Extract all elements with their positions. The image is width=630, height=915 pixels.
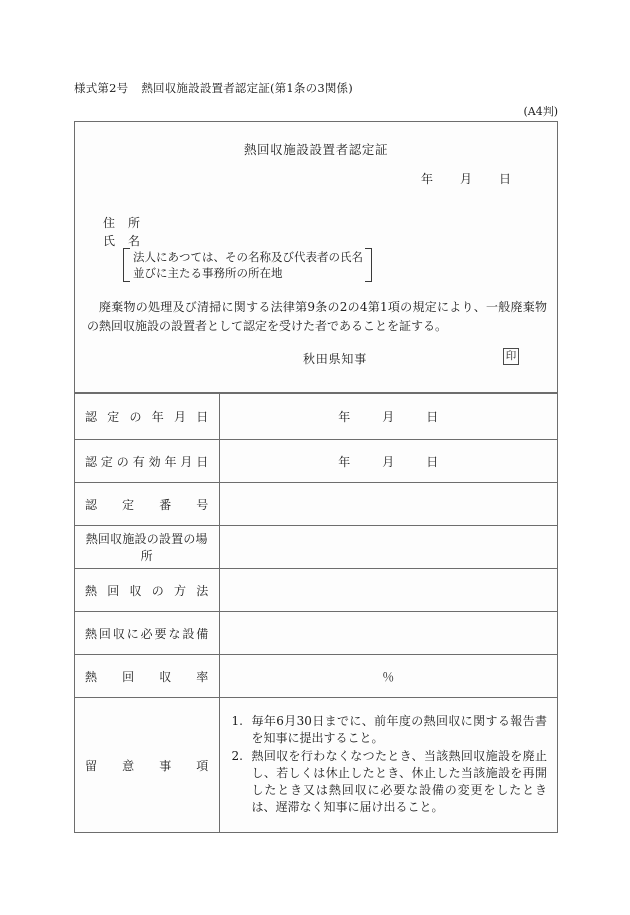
certificate-header-area [75,122,557,393]
table-body [75,394,557,833]
row-value-cell[interactable] [219,655,557,698]
value-day: 日 [426,454,439,469]
notes-label-cell [75,698,219,833]
issue-date-month: 月 [459,172,472,186]
date-placeholder [228,453,550,470]
row-label-cell [75,612,219,655]
table-row [75,394,557,440]
row-label: 熱回収率 [85,669,209,684]
certificate-box [74,121,558,833]
row-label: 認定番号 [85,497,209,512]
table-row [75,440,557,483]
date-placeholder [228,408,550,425]
corporate-note-line-2: 並びに主たる事務所の所在地 [133,266,283,280]
table-row [75,612,557,655]
row-label: 認定の有効年月日 [85,454,209,469]
notes-cell [219,698,557,833]
recipient-block [103,214,141,250]
name-label: 氏 名 [103,234,141,248]
issue-date-line [421,170,511,187]
list-item [232,713,548,747]
notes-label: 留意事項 [85,758,209,773]
bracket-left [123,248,130,282]
list-item [232,748,548,816]
issue-date-year: 年 [420,172,433,186]
bracket-right [365,248,372,282]
value-year: 年 [338,410,351,424]
row-value-cell[interactable] [219,612,557,655]
row-value-cell[interactable] [219,440,557,483]
form-id-prefix: 様式第2号 [74,81,129,95]
row-label-cell [75,440,219,483]
note-text: 熱回収を行わなくなつたとき、当該熱回収施設を廃止し、若しくは休止したとき、休止した当該施設を再開したとき又は熱回収に必要な設備の変更をしたときは、遅滞なく知事に届け出ること。 [251,749,547,815]
row-label-cell [75,569,219,612]
percent-symbol: ％ [382,669,395,684]
issuer-name: 秋田県知事 [303,352,368,366]
row-label: 熱回収施設の設置の場所 [85,532,208,563]
corporate-note-bracket [123,248,372,282]
value-day: 日 [426,410,439,424]
note-number: 2. [231,749,243,764]
row-label-cell [75,394,219,440]
row-value-cell[interactable] [219,394,557,440]
paper-size-label: (A4判) [523,105,558,118]
corporate-note-text [130,248,365,282]
certificate-title: 熱回収施設設置者認定証 [243,142,389,157]
row-value-cell[interactable] [219,483,557,526]
value-year: 年 [338,454,351,469]
row-label-cell [75,655,219,698]
table-row [75,483,557,526]
row-label: 認定の年月日 [85,410,209,424]
table-row [75,655,557,698]
row-label-cell [75,483,219,526]
note-number: 1. [231,714,243,729]
certificate-detail-table [75,393,557,833]
row-label: 熱回収に必要な設備 [85,626,209,641]
table-row [75,526,557,569]
row-label-cell [75,526,219,569]
row-label: 熱回収の方法 [85,583,209,598]
value-month: 月 [382,454,395,469]
issue-date-day: 日 [498,172,511,186]
table-row-notes [75,698,557,833]
certification-paragraph: 廃棄物の処理及び清掃に関する法律第9条の2の4第1項の規定により、一般廃棄物の熱回収施設の設置者として認定を受けた者であることを証する。 [87,300,547,333]
note-text: 毎年6月30日までに、前年度の熱回収に関する報告書を知事に提出すること。 [251,714,547,746]
row-value-cell[interactable] [219,526,557,569]
corporate-note-line-1: 法人にあつては、その名称及び代表者の氏名 [133,250,363,264]
address-label: 住 所 [103,216,141,230]
seal-stamp-box: 印 [503,348,519,365]
row-value-cell[interactable] [219,569,557,612]
form-id-title: 熱回収施設設置者認定証(第1条の3関係) [141,81,353,95]
value-month: 月 [382,410,395,424]
table-row [75,569,557,612]
form-id-line [74,80,353,96]
